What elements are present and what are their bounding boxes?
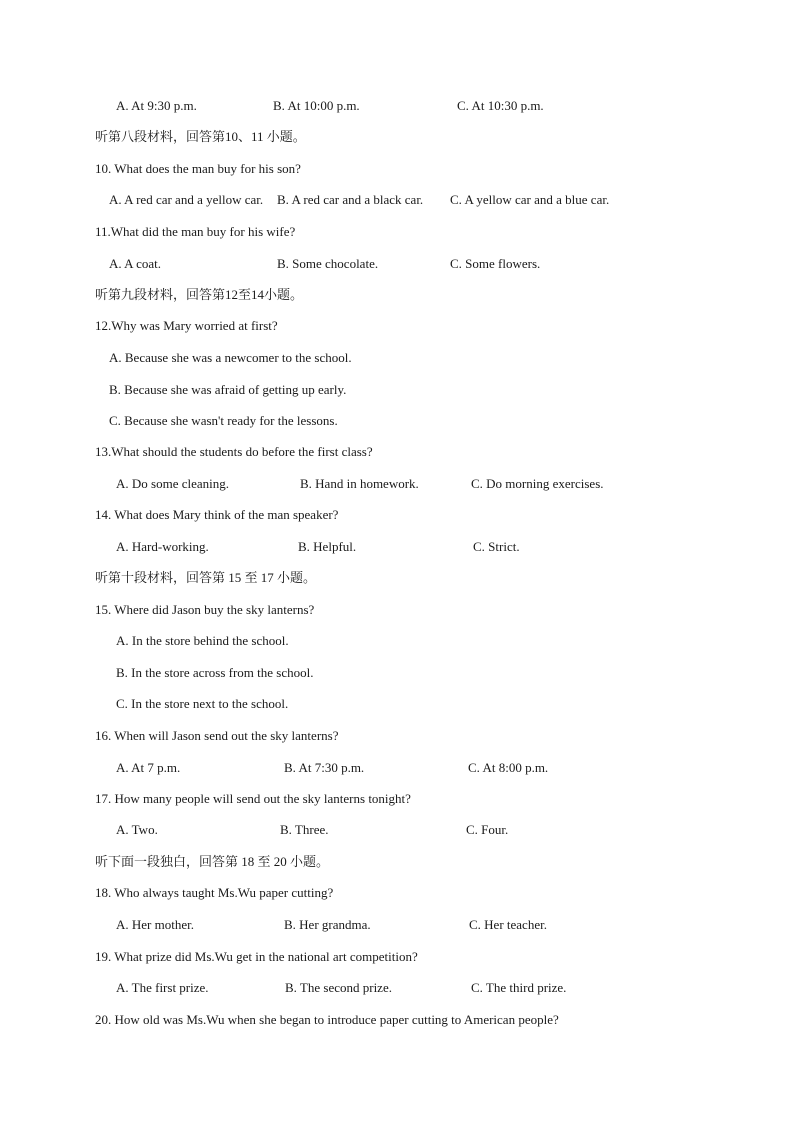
option-9b: B. At 10:00 p.m. <box>273 98 360 113</box>
option-12a: A. Because she was a newcomer to the school. <box>109 350 352 365</box>
option-15b: B. In the store across from the school. <box>116 665 314 680</box>
section-heading-10: 听第十段材料，回答第 15 至 17 小题。 <box>95 570 317 585</box>
option-16b: B. At 7:30 p.m. <box>284 760 365 775</box>
option-14a: A. Hard-working. <box>116 539 209 554</box>
section-heading-monologue: 听下面一段独白，回答第 18 至 20 小题。 <box>95 854 330 869</box>
option-18a: A. Her mother. <box>116 917 194 932</box>
question-13: 13.What should the students do before the first class? <box>95 444 373 459</box>
option-19b: B. The second prize. <box>285 980 392 995</box>
option-17b: B. Three. <box>280 822 329 837</box>
option-9a: A. At 9:30 p.m. <box>116 98 197 113</box>
question-11: 11.What did the man buy for his wife? <box>95 224 296 239</box>
option-14b: B. Helpful. <box>298 539 357 554</box>
option-11b: B. Some chocolate. <box>277 256 379 271</box>
option-16a: A. At 7 p.m. <box>116 760 181 775</box>
option-13a: A. Do some cleaning. <box>116 476 230 491</box>
option-18b: B. Her grandma. <box>284 917 371 932</box>
option-10a: A. A red car and a yellow car. <box>109 192 264 207</box>
option-17c: C. Four. <box>466 822 509 837</box>
question-19: 19. What prize did Ms.Wu get in the national art competition? <box>95 949 418 964</box>
question-20: 20. How old was Ms.Wu when she began to introduce paper cutting to American people? <box>95 1012 559 1027</box>
question-17: 17. How many people will send out the sky lanterns tonight? <box>95 791 411 806</box>
option-12b: B. Because she was afraid of getting up early. <box>109 382 347 397</box>
option-19a: A. The first prize. <box>116 980 209 995</box>
question-10: 10. What does the man buy for his son? <box>95 161 301 176</box>
option-9c: C. At 10:30 p.m. <box>457 98 544 113</box>
option-10b: B. A red car and a black car. <box>277 192 424 207</box>
option-16c: C. At 8:00 p.m. <box>468 760 549 775</box>
option-12c: C. Because she wasn't ready for the lessons. <box>109 413 338 428</box>
option-15a: A. In the store behind the school. <box>116 633 289 648</box>
question-14: 14. What does Mary think of the man speaker? <box>95 507 339 522</box>
question-12: 12.Why was Mary worried at first? <box>95 318 278 333</box>
question-16: 16. When will Jason send out the sky lanterns? <box>95 728 339 743</box>
option-13c: C. Do morning exercises. <box>471 476 604 491</box>
option-11a: A. A coat. <box>109 256 161 271</box>
option-19c: C. The third prize. <box>471 980 567 995</box>
section-heading-8: 听第八段材料，回答第10、11 小题。 <box>95 129 306 144</box>
section-heading-9: 听第九段材料，回答第12至14小题。 <box>95 287 304 302</box>
option-18c: C. Her teacher. <box>469 917 547 932</box>
option-17a: A. Two. <box>116 822 158 837</box>
option-11c: C. Some flowers. <box>450 256 541 271</box>
option-10c: C. A yellow car and a blue car. <box>450 192 610 207</box>
option-14c: C. Strict. <box>473 539 520 554</box>
question-18: 18. Who always taught Ms.Wu paper cutting? <box>95 885 334 900</box>
option-13b: B. Hand in homework. <box>300 476 419 491</box>
option-15c: C. In the store next to the school. <box>116 696 289 711</box>
question-15: 15. Where did Jason buy the sky lanterns? <box>95 602 315 617</box>
